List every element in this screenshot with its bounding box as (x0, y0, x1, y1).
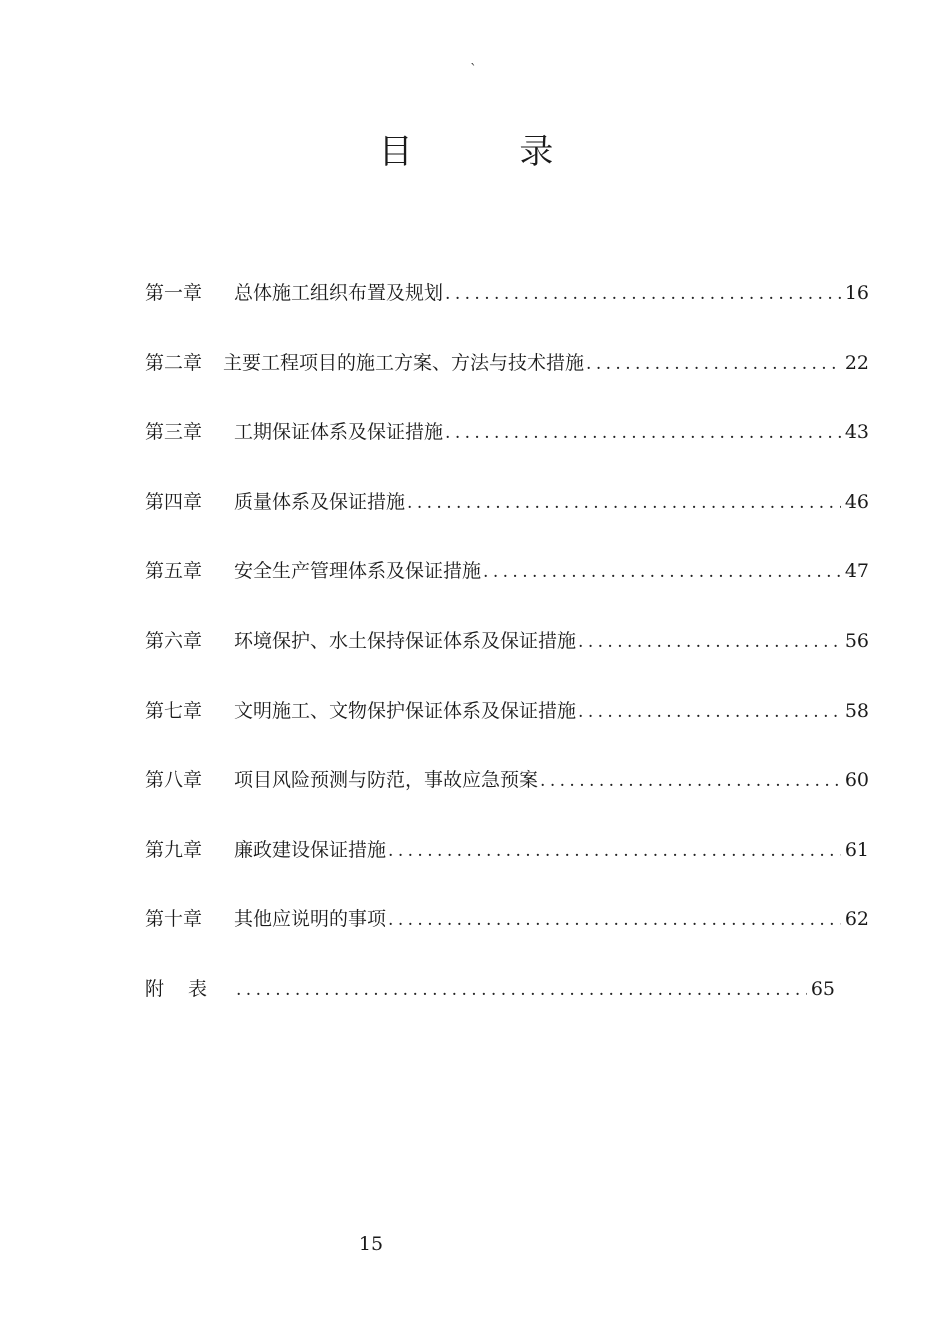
toc-entry-title: 其他应说明的事项 (234, 908, 387, 931)
toc-entry[interactable] (145, 348, 869, 418)
toc-chapter-label: 第八章 (145, 769, 203, 792)
toc-entry[interactable] (145, 626, 869, 696)
toc-dot-leader (481, 557, 841, 587)
toc-entry-title: 环境保护、水土保持保证体系及保证措施 (234, 629, 577, 652)
toc-title: 目 录 (378, 132, 602, 172)
toc-dot-leader (584, 349, 841, 379)
toc-chapter-label: 第七章 (145, 699, 203, 722)
toc-chapter-label: 第十章 (145, 908, 203, 931)
toc-page-number: 65 (810, 977, 835, 1000)
toc-entry-title: 项目风险预测与防范，事故应急预案 (234, 769, 539, 792)
toc-dot-leader (576, 627, 841, 657)
header-mark: ` (470, 62, 477, 78)
toc-dot-leader (386, 905, 841, 935)
toc-entry-title: 廉政建设保证措施 (234, 838, 387, 861)
toc-list (145, 278, 869, 1044)
toc-entry[interactable] (145, 904, 869, 974)
toc-entry-title: 安全生产管理体系及保证措施 (234, 560, 482, 583)
toc-entry-appendix[interactable] (145, 974, 835, 1044)
toc-page-number: 58 (844, 699, 869, 722)
page-number: 15 (358, 1233, 384, 1255)
toc-chapter-label: 第五章 (145, 560, 203, 583)
toc-page-number: 56 (844, 629, 869, 652)
toc-entry[interactable] (145, 696, 869, 766)
toc-entry[interactable] (145, 417, 869, 487)
toc-dot-leader (576, 697, 841, 727)
toc-dot-leader (386, 836, 841, 866)
toc-chapter-label: 第一章 (145, 282, 203, 304)
toc-page-number: 43 (844, 421, 869, 444)
toc-dot-leader (234, 975, 807, 1005)
toc-page-number: 60 (844, 769, 869, 792)
toc-dot-leader (443, 279, 841, 309)
toc-chapter-label: 第三章 (145, 421, 203, 444)
toc-dot-leader (538, 766, 841, 796)
toc-entry-title: 主要工程项目的施工方案、方法与技术措施 (223, 351, 585, 374)
toc-page-number: 47 (844, 560, 869, 583)
toc-chapter-label: 第二章 (145, 351, 203, 374)
toc-page-number: 61 (844, 838, 869, 861)
toc-entry-title: 总体施工组织布置及规划 (234, 282, 444, 304)
toc-entry[interactable] (145, 556, 869, 626)
toc-page-number: 62 (844, 908, 869, 931)
toc-entry[interactable] (145, 487, 869, 557)
toc-chapter-label: 附表 (145, 977, 232, 1000)
toc-entry-title: 文明施工、文物保护保证体系及保证措施 (234, 699, 577, 722)
toc-page-number: 46 (844, 490, 869, 513)
toc-page-number: 16 (844, 282, 869, 304)
toc-entry-title: 工期保证体系及保证措施 (234, 421, 444, 444)
toc-page-number: 22 (844, 351, 869, 374)
toc-chapter-label: 第四章 (145, 490, 203, 513)
toc-entry[interactable] (145, 278, 869, 348)
toc-entry-title: 质量体系及保证措施 (234, 490, 406, 513)
toc-entry[interactable] (145, 835, 869, 905)
toc-dot-leader (443, 418, 841, 448)
toc-dot-leader (405, 488, 841, 518)
toc-entry[interactable] (145, 765, 869, 835)
toc-chapter-label: 第九章 (145, 838, 203, 861)
toc-chapter-label: 第六章 (145, 629, 203, 652)
